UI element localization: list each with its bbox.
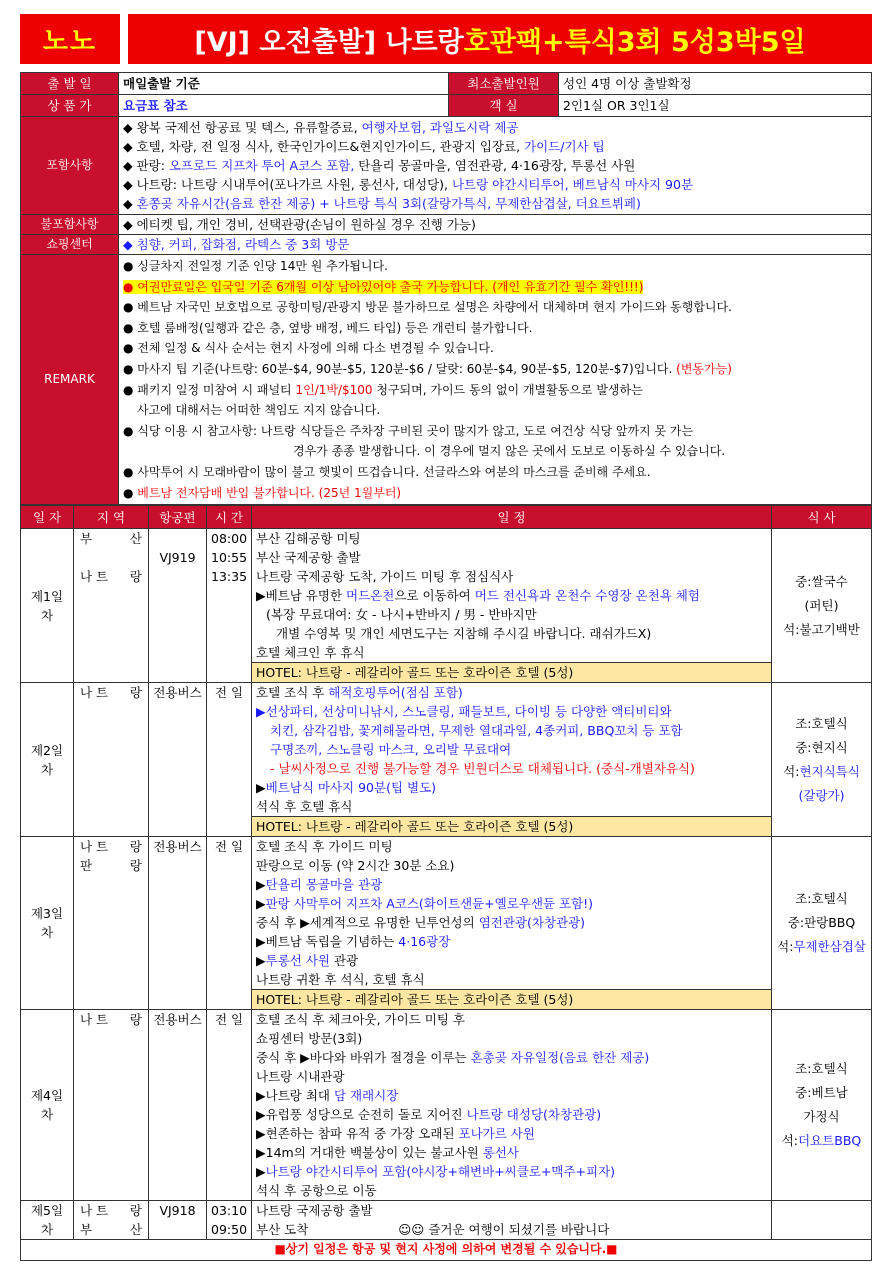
include-item: ◆ 호텔, 차량, 전 일정 식사, 한국인가이드&현지인가이드, 관광지 입장료, 가이드/기사 팁 bbox=[123, 139, 605, 154]
remark-item: ● 베트남 자국민 보호법으로 공항미팅/관광지 방문 불가하므로 설명은 차량에서 대체하며 현지 가이드와 동행합니다. bbox=[123, 300, 732, 315]
hotel-info: HOTEL: 나트랑 - 레갈리아 골드 또는 호라이즌 호텔 (5성) bbox=[252, 989, 771, 1009]
include-label: 포함사항 bbox=[21, 117, 119, 215]
exclude-label: 불포함사항 bbox=[21, 215, 119, 235]
brand-badge: 노노 bbox=[20, 14, 120, 64]
region-cell: 나 트 랑 bbox=[74, 683, 149, 837]
include-item: ◆ 혼쫑곶 자유시간(음료 한잔 제공) + 나트랑 특식 3회(갈랑가특식, 무제한삼겹살, 더요트뷔페) bbox=[123, 196, 641, 211]
remark-item: ● 호텔 룸배정(일행과 같은 층, 옆방 배정, 베드 타입) 등은 개런티 불가합니다. bbox=[123, 320, 533, 335]
itinerary-cell: 호텔 조식 후 가이드 미팅 판랑으로 이동 (약 2시간 30분 소요) ▶탄욜리 몽골마을 관광 ▶판랑 사막투어 지프차 A코스(화이트샌듄+옐로우샌듄 포함!) 중식 후 ▶세계적으로 유명한 닌투언성의 염전관광(차창관광) ▶베트남 독립을 기념하는 4·16광장 ▶투롱선 사원 관광 나트랑 귀환 후 석식, 호텔 휴식 HOTEL: 나트랑 - 레갈리아 골드 또는 호라이즌 호텔 (5성) bbox=[252, 837, 772, 1010]
region-cell: 부 산 나 트 랑 bbox=[74, 529, 149, 683]
transport-cell: 전용버스 bbox=[149, 837, 207, 1010]
footer-row bbox=[21, 1240, 872, 1261]
day-label: 제3일차 bbox=[21, 837, 74, 1010]
col-time: 시 간 bbox=[207, 506, 252, 529]
meal-cell: 조:호텔식 중:판랑BBQ 석:무제한삼겹살 bbox=[772, 837, 872, 1010]
flight-cell: VJ919 bbox=[149, 529, 207, 683]
time-cell: 전 일 bbox=[207, 837, 252, 1010]
transport-cell: 전용버스 bbox=[149, 1010, 207, 1201]
itinerary-cell: 호텔 조식 후 체크아웃, 가이드 미팅 후 쇼핑센터 방문(3회) 중식 후 ▶바다와 바위가 절경을 이루는 혼총곶 자유일정(음료 한잔 제공) 나트랑 시내관광 ▶나트랑 최대 담 재래시장 ▶유럽풍 성당으로 순전히 돌로 지어진 나트랑 대성당(차창관광) ▶현존하는 참파 유적 중 가장 오래된 포나가르 사원 ▶14m의 거대한 백불상이 있는 불교사원 롱선사 ▶나트랑 야간시티투어 포함(야시장+해변바+씨클로+맥주+피자) 석식 후 공항으로 이동 bbox=[252, 1010, 772, 1201]
col-meals: 식 사 bbox=[772, 506, 872, 529]
include-item: ◆ 왕복 국제선 항공료 및 텍스, 유류할증료, 여행자보험, 과일도시락 제공 bbox=[123, 120, 519, 135]
time-cell: 08:00 10:55 13:35 bbox=[207, 529, 252, 683]
col-flight: 항공편 bbox=[149, 506, 207, 529]
meal-cell bbox=[772, 1201, 872, 1240]
col-day: 일 자 bbox=[21, 506, 74, 529]
day-row bbox=[21, 529, 872, 683]
shopping-value: ◆ 침향, 커피, 잡화점, 라텍스 중 3회 방문 bbox=[119, 235, 872, 255]
col-region: 지 역 bbox=[74, 506, 149, 529]
room-label: 객 실 bbox=[449, 95, 559, 117]
time-cell: 전 일 bbox=[207, 1010, 252, 1201]
include-item: ◆ 나트랑: 나트랑 시내투어(포나가르 사원, 롱선사, 대성당), 나트랑 야간시티투어, 베트남식 마사지 90분 bbox=[123, 177, 694, 192]
depart-label: 출 발 일 bbox=[21, 73, 119, 95]
footer-note: ■상기 일정은 항공 및 현지 사정에 의하여 변경될 수 있습니다.■ bbox=[21, 1240, 872, 1261]
remark-item: 사고에 대해서는 어떠한 책임도 지지 않습니다. bbox=[137, 403, 381, 418]
region-cell: 나 트 랑 bbox=[74, 1010, 149, 1201]
remark-item: ● 사막투어 시 모래바람이 많이 불고 햇빛이 뜨겁습니다. 선글라스와 여분의 마스크를 준비해 주세요. bbox=[123, 464, 651, 479]
day-label: 제2일차 bbox=[21, 683, 74, 837]
itinerary-cell: 호텔 조식 후 해적호핑투어(점심 포함) ▶선상파티, 선상미니낚시, 스노클링, 패들보트, 다이빙 등 다양한 액티비티와 치킨, 삼각김밥, 꽃게해물라면, 무제한 열대과일, 4종커피, BBQ꼬치 등 포함 구명조끼, 스노클링 마스크, 오리발 무료대여 - 날씨사정으로 진행 불가능할 경우 빈원더스로 대체됩니다. (중식-개별자유식) ▶베트남식 마사지 90분(팁 별도) 석식 후 호텔 휴식 HOTEL: 나트랑 - 레갈리아 골드 또는 호라이즌 호텔 (5성) bbox=[252, 683, 772, 837]
day-label: 제4일차 bbox=[21, 1010, 74, 1201]
room-value: 2인1실 OR 3인1실 bbox=[559, 95, 872, 117]
price-value: 요금표 참조 bbox=[119, 95, 449, 117]
page-title: [VJ] 오전출발] 나트랑 호판팩+특식3회 5성 3박5일 bbox=[128, 14, 872, 64]
remark-item: ● 패키지 일정 미참여 시 패널티 1인/1박/$100 청구되며, 가이드 동의 없이 개별활동으로 발생하는 bbox=[123, 382, 643, 397]
meal-cell: 중:쌀국수 (퍼틴) 석:불고기백반 bbox=[772, 529, 872, 683]
time-cell: 03:10 09:50 bbox=[207, 1201, 252, 1240]
col-itinerary: 일 정 bbox=[252, 506, 772, 529]
include-list bbox=[119, 117, 872, 215]
hotel-info: HOTEL: 나트랑 - 레갈리아 골드 또는 호라이즌 호텔 (5성) bbox=[252, 816, 771, 836]
day-row bbox=[21, 1201, 872, 1240]
day-row bbox=[21, 1010, 872, 1201]
remark-item: ● 전체 일정 & 식사 순서는 현지 사정에 의해 다소 변경될 수 있습니다. bbox=[123, 341, 494, 356]
remark-item: 경우가 종종 발생합니다. 이 경우에 멀지 않은 곳에서 도보로 이동하실 수 있습니다. bbox=[293, 444, 726, 459]
remark-list bbox=[119, 255, 872, 505]
region-cell: 나 트 랑 판 랑 bbox=[74, 837, 149, 1010]
exclude-value: ◆ 에티켓 팁, 개인 경비, 선택관광(손님이 원하실 경우 진행 가능) bbox=[119, 215, 872, 235]
min-value: 성인 4명 이상 출발확정 bbox=[559, 73, 872, 95]
schedule-header bbox=[21, 506, 872, 529]
remark-item: ● 여권만료일은 입국일 기준 6개월 이상 남아있어야 출국 가능합니다. (개인 유효기간 필수 확인!!!) bbox=[123, 279, 644, 294]
day-label: 제5일차 bbox=[21, 1201, 74, 1240]
transport-cell: 전용버스 bbox=[149, 683, 207, 837]
itinerary-document bbox=[20, 72, 872, 1261]
hotel-info: HOTEL: 나트랑 - 레갈리아 골드 또는 호라이즌 호텔 (5성) bbox=[252, 662, 771, 682]
remark-item: ● 싱글차지 전일정 기준 인당 14만 원 추가됩니다. bbox=[123, 259, 388, 273]
header bbox=[20, 14, 872, 64]
flight-cell: VJ918 bbox=[149, 1201, 207, 1240]
day-row bbox=[21, 837, 872, 1010]
min-label: 최소출발인원 bbox=[449, 73, 559, 95]
day-row bbox=[21, 683, 872, 837]
itinerary-cell: 나트랑 국제공항 출발 부산 도착 ☺☺ 즐거운 여행이 되셨기를 바랍니다 bbox=[252, 1201, 772, 1240]
shopping-label: 쇼핑센터 bbox=[21, 235, 119, 255]
meal-cell: 조:호텔식 중:현지식 석:현지식특식 (갈랑가) bbox=[772, 683, 872, 837]
time-cell: 전 일 bbox=[207, 683, 252, 837]
schedule-table bbox=[20, 505, 872, 1261]
depart-value: 매일출발 기준 bbox=[119, 73, 449, 95]
remark-label: REMARK bbox=[21, 255, 119, 505]
region-cell: 나 트 랑 부 산 bbox=[74, 1201, 149, 1240]
meal-cell: 조:호텔식 중:베트남 가정식 석:더요트BBQ bbox=[772, 1010, 872, 1201]
price-label: 상 품 가 bbox=[21, 95, 119, 117]
remark-item: ● 마사지 팁 기준(나트랑: 60분-$4, 90분-$5, 120분-$6 / 달랏: 60분-$4, 90분-$5, 120분-$7)입니다. (변동가능) bbox=[123, 361, 732, 376]
remark-item: ● 식당 이용 시 참고사항: 나트랑 식당들은 주차장 구비된 곳이 많지가 않고, 도로 여건상 식당 앞까지 못 가는 bbox=[123, 423, 694, 438]
day-label: 제1일차 bbox=[21, 529, 74, 683]
itinerary-cell: 부산 김해공항 미팅 부산 국제공항 출발 나트랑 국제공항 도착, 가이드 미팅 후 점심식사 ▶베트남 유명한 머드온천으로 이동하여 머드 전신욕과 온천수 수영장 온천욕 체험 (복장 무료대여: 女 - 나시+반바지 / 男 - 반바지만 개별 수영복 및 개인 세면도구는 지참해 주시길 바랍니다. 래쉬가드X) 호텔 체크인 후 휴식 HOTEL: 나트랑 - 레갈리아 골드 또는 호라이즌 호텔 (5성) bbox=[252, 529, 772, 683]
info-table bbox=[20, 72, 872, 505]
include-item: ◆ 판랑: 오프로드 지프차 투어 A코스 포함, 탄욜리 몽골마을, 염전관광, 4·16광장, 투롱선 사원 bbox=[123, 158, 636, 173]
remark-item: ● 베트남 전자담배 반입 불가합니다. (25년 1월부터) bbox=[123, 485, 402, 500]
